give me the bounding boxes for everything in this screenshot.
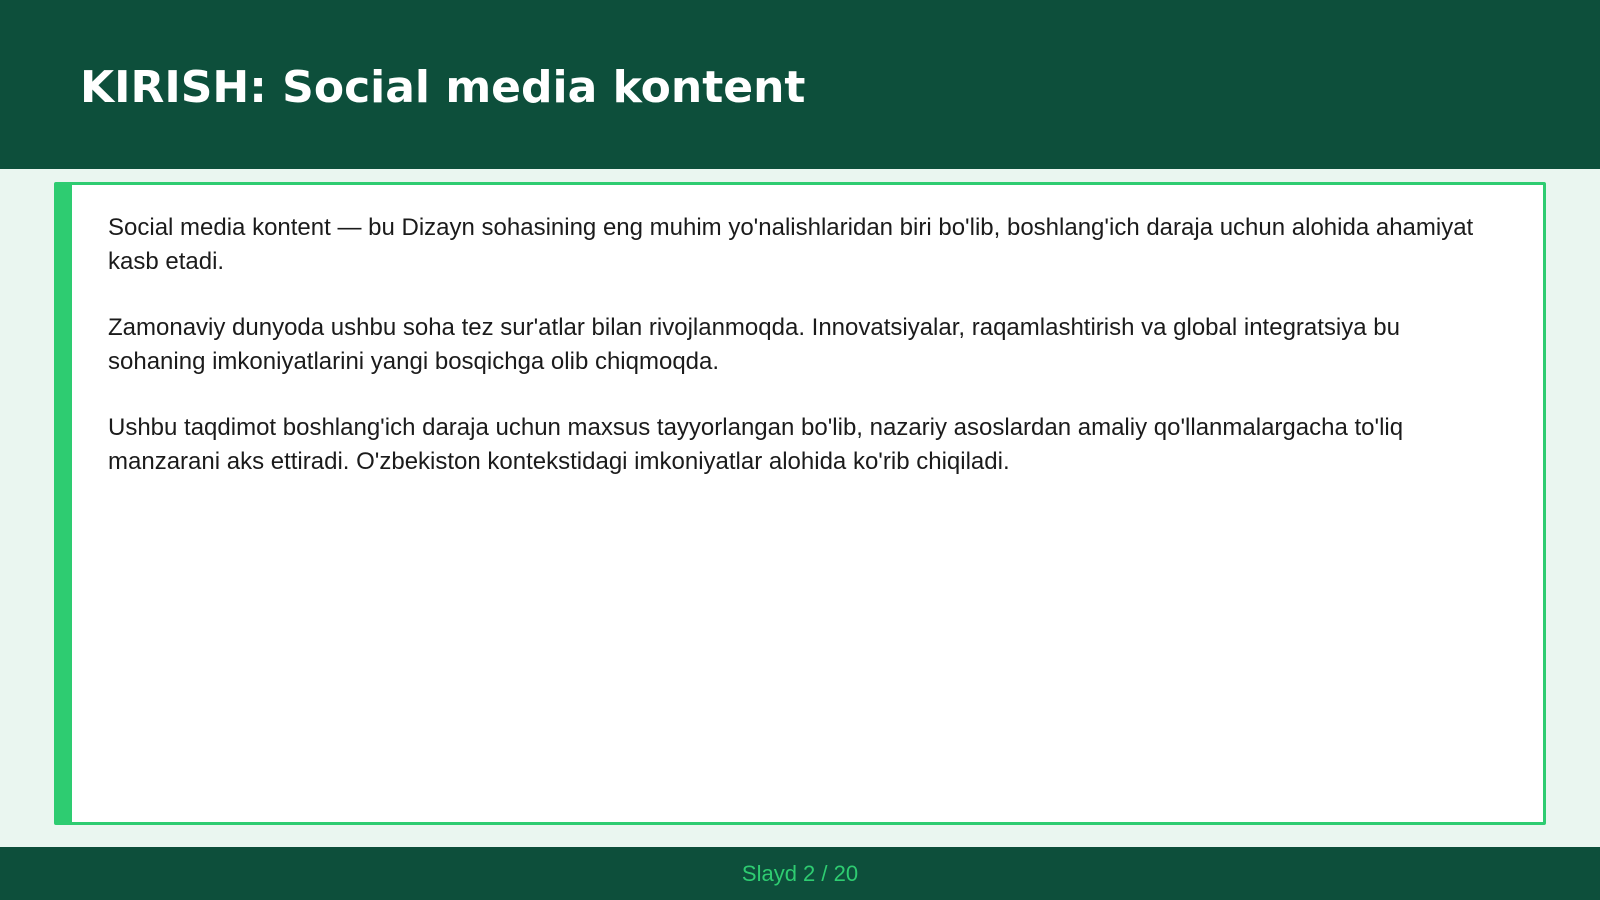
- slide-header: [0, 0, 1600, 169]
- slide-title: KIRISH: Social media kontent: [80, 62, 806, 113]
- slide-footer: [0, 847, 1600, 900]
- intro-paragraph: Social media kontent — bu Dizayn sohasining eng muhim yo'nalishlaridan biri bo'lib, boshlang'ich daraja uchun alohida ahamiyat kasb etadi.: [108, 214, 1474, 275]
- presentation-paragraph: Ushbu taqdimot boshlang'ich daraja uchun maxsus tayyorlangan bo'lib, nazariy asoslardan amaliy qo'llanmalargacha to'liq manzarani aks ettiradi. O'zbekiston kontekstidagi imkoniyatlar alohida ko'rib chiqiladi.: [108, 414, 1404, 475]
- body-text: [108, 211, 1488, 511]
- slide-number: Slayd 2 / 20: [741, 861, 859, 886]
- content-card: [54, 182, 1546, 825]
- development-paragraph: Zamonaviy dunyoda ushbu soha tez sur'atlar bilan rivojlanmoqda. Innovatsiyalar, raqamlashtirish va global integratsiya bu sohaning imkoniyatlarini yangi bosqichga olib chiqmoqda.: [108, 314, 1400, 375]
